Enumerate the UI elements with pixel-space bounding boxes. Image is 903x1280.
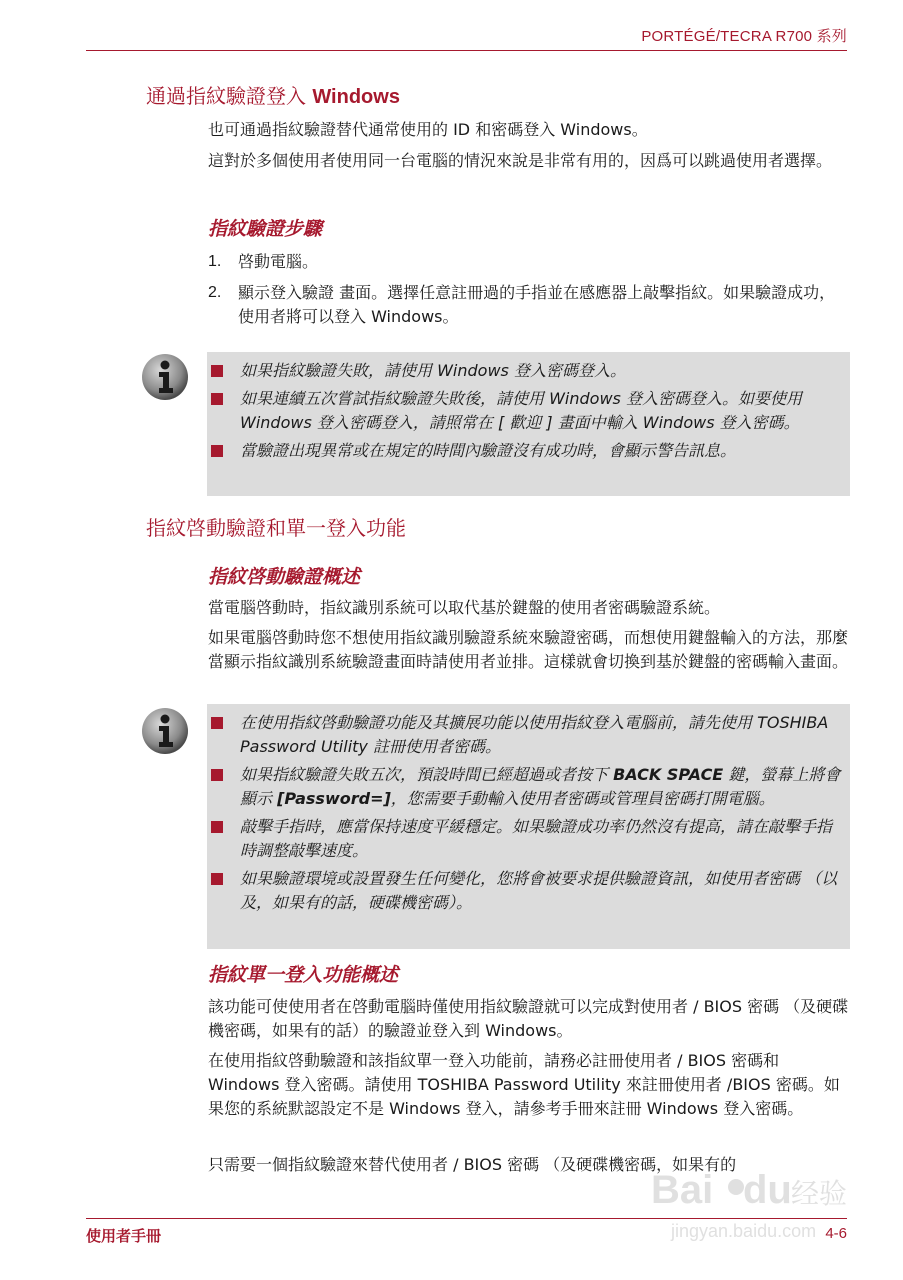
bullet-square-icon [211, 821, 223, 833]
list-item [208, 250, 850, 274]
note-item [207, 387, 850, 435]
bullet-square-icon [211, 717, 223, 729]
paragraph: 當電腦啓動時，指紋識別系統可以取代基於鍵盤的使用者密碼驗證系統。 [208, 598, 721, 617]
note-item [207, 815, 850, 863]
heading-text-en: Windows [312, 86, 400, 108]
note-text: 當驗證出現異常或在規定的時間內驗證沒有成功時，會顯示警告訊息。 [240, 441, 737, 460]
key-name-backspace: BACK SPACE [613, 765, 724, 784]
footer-rule [86, 1218, 847, 1219]
info-icon [140, 706, 190, 756]
watermark-url: jingyan.baidu.com [671, 1221, 817, 1241]
list-item [208, 281, 850, 329]
note-item [207, 867, 850, 915]
note-item [207, 359, 850, 383]
note-text-part: 鍵，螢幕上將會顯示 [240, 765, 841, 808]
baidu-watermark-logo [651, 1165, 848, 1245]
note-item [207, 763, 850, 811]
watermark-cn: 经验 [791, 1177, 848, 1210]
bullet-square-icon [211, 769, 223, 781]
paragraph: 該功能可使使用者在啓動電腦時僅使用指紋驗證就可以完成對使用者 / BIOS 密碼 （及硬碟機密碼，如果有的話）的驗證並登入到 Windows。 [208, 997, 849, 1040]
paw-icon [728, 1179, 744, 1195]
paragraph: 只需要一個指紋驗證來替代使用者 / BIOS 密碼 （及硬碟機密碼，如果有的 [208, 1155, 737, 1174]
list-item-number: 1. [208, 253, 222, 270]
running-header-title: PORTÉGÉ/TECRA R700 系列 [641, 28, 847, 45]
subheading-boot-overview: 指紋啓動驗證概述 [208, 566, 361, 588]
header-rule [86, 50, 847, 51]
note-item [207, 439, 850, 463]
note-item [207, 711, 850, 759]
bullet-square-icon [211, 365, 223, 377]
section-heading-fingerprint-login [146, 80, 400, 109]
note-text: 如果驗證環境或設置發生任何變化，您將會被要求提供驗證資訊，如使用者密碼 （以及，如果有的話，硬碟機密碼）。 [240, 869, 838, 912]
watermark-brand: Bai [651, 1168, 714, 1212]
password-prompt: [Password=] [277, 789, 391, 808]
subheading-verification-steps: 指紋驗證步驟 [208, 218, 323, 240]
note-text-part: ，您需要手動輸入使用者密碼或管理員密碼打開電腦。 [390, 789, 775, 808]
list-item-text: 顯示登入驗證 畫面。選擇任意註冊過的手指並在感應器上敲擊指紋。如果驗證成功，使用者將可以登入 Windows。 [238, 283, 836, 326]
paragraph: 如果電腦啓動時您不想使用指紋識別驗證系統來驗證密碼，而想使用鍵盤輸入的方法，那麼當顯示指紋識別系統驗證畫面時請使用者並排。這樣就會切換到基於鍵盤的密碼輸入畫面。 [208, 628, 849, 671]
note-text: 在使用指紋啓動驗證功能及其擴展功能以使用指紋登入電腦前，請先使用 TOSHIBA Password Utility 註冊使用者密碼。 [240, 713, 829, 756]
note-text: 如果連續五次嘗試指紋驗證失敗後，請使用 Windows 登入密碼登入。如要使用 Windows 登入密碼登入，請照常在 [ 歡迎 ] 畫面中輸入 Windows 登入密碼。 [240, 389, 802, 432]
heading-text-cn: 通過指紋驗證登入 [146, 84, 306, 108]
note-box [207, 704, 850, 949]
note-text: 如果指紋驗證失敗，請使用 Windows 登入密碼登入。 [240, 361, 626, 380]
note-text: 敲擊手指時，應當保持速度平緩穩定。如果驗證成功率仍然沒有提高，請在敲擊手指時調整敲擊速度。 [240, 817, 833, 860]
list-item-text: 啓動電腦。 [238, 252, 319, 271]
info-icon [140, 352, 190, 402]
bullet-square-icon [211, 393, 223, 405]
section-heading-boot-authentication: 指紋啓動驗證和單一登入功能 [146, 516, 406, 540]
list-item-number: 2. [208, 284, 222, 301]
page-number: 4-6 [825, 1225, 847, 1242]
footer-manual-title: 使用者手冊 [86, 1227, 162, 1245]
paragraph: 也可通過指紋驗證替代通常使用的 ID 和密碼登入 Windows。 [208, 120, 648, 139]
note-text-part: 如果指紋驗證失敗五次，預設時間已經超過或者按下 [240, 765, 614, 784]
bullet-square-icon [211, 445, 223, 457]
paragraph: 在使用指紋啓動驗證和該指紋單一登入功能前，請務必註冊使用者 / BIOS 密碼和 Windows 登入密碼。請使用 TOSHIBA Password Utility 來註冊使用者 /BIOS 密碼。如果您的系統默認設定不是 Windows 登入，請參考手冊來註冊 Windows 登入密碼。 [208, 1051, 840, 1118]
subheading-single-sign-on-overview: 指紋單一登入功能概述 [208, 964, 399, 986]
note-box [207, 352, 850, 496]
bullet-square-icon [211, 873, 223, 885]
paragraph: 這對於多個使用者使用同一台電腦的情況來說是非常有用的，因爲可以跳過使用者選擇。 [208, 151, 833, 170]
watermark-brand-part: du [743, 1168, 792, 1212]
